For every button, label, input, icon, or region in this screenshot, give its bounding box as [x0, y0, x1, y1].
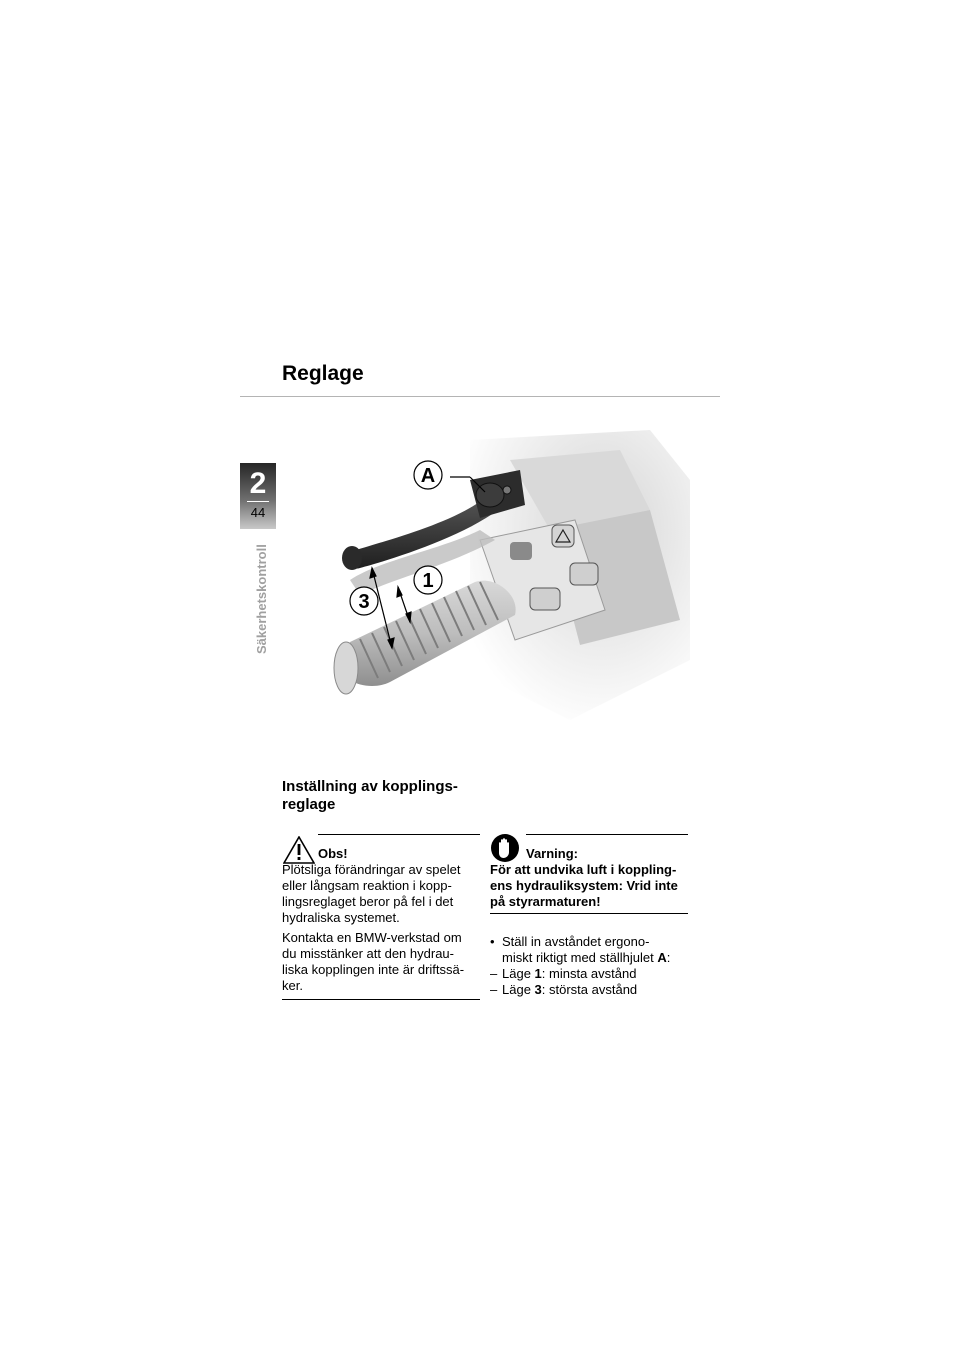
warning-line: För att undvika luft i koppling- [490, 862, 677, 877]
chapter-number: 2 [249, 467, 267, 500]
position-3-dash: – [490, 982, 498, 997]
note-line: ker. [282, 978, 303, 993]
page-title: Reglage [282, 362, 364, 385]
position-1-key: 1 [534, 966, 542, 981]
section-heading-line-2: reglage [282, 796, 336, 813]
note-line: eller långsam reaktion i kopp- [282, 878, 452, 893]
instruction-step-line-2: miskt riktigt med ställhjulet A: [502, 950, 671, 965]
callout-a-label: A [420, 465, 436, 487]
warning-title: Varning: [526, 846, 579, 861]
title-divider [240, 396, 720, 397]
note-line: Kontakta en BMW-verkstad om [282, 930, 462, 945]
note-title: Obs! [318, 846, 348, 861]
warning-line: ens hydrauliksystem: Vrid inte [490, 878, 678, 893]
stop-hand-icon [490, 833, 520, 863]
note-bottom-rule [282, 999, 480, 1000]
callout-1-label: 1 [422, 570, 434, 592]
position-3-line: Läge 3: största avstånd [502, 982, 638, 997]
position-1-dash: – [490, 966, 498, 981]
position-3-key: 3 [534, 982, 542, 997]
note-line: Plötsliga förändringar av spelet [282, 862, 461, 877]
note-line: hydraliska systemet. [282, 910, 400, 925]
page-number: 44 [250, 505, 266, 520]
position-1-line: Läge 1: minsta avstånd [502, 966, 637, 981]
callout-3-label: 3 [358, 591, 370, 613]
instruction-step-line-1: Ställ in avståndet ergono- [502, 934, 650, 949]
chapter-side-label: Säkerhetskontroll [254, 544, 269, 654]
section-heading [282, 778, 482, 814]
warning-top-rule [526, 834, 688, 835]
note-line: du misstänker att den hydrau- [282, 946, 454, 961]
caution-triangle-icon [283, 836, 315, 864]
turn-signal-switch [530, 588, 560, 610]
horn-button [570, 563, 598, 585]
callout-1 [414, 566, 442, 594]
instruction-bullet: • [490, 934, 495, 949]
note-line: lingsreglaget beror på fel i det [282, 894, 454, 909]
headlight-switch [510, 542, 532, 560]
warning-bottom-rule [490, 913, 688, 914]
warning-line: på styrarmaturen! [490, 894, 601, 909]
clutch-lever-illustration [320, 420, 690, 740]
adjuster-key: A [657, 950, 667, 965]
section-heading-line-1: Inställning av kopplings- [282, 778, 458, 795]
chapter-tab [240, 463, 276, 529]
note-line: liska kopplingen inte är driftssä- [282, 962, 465, 977]
note-top-rule [318, 834, 480, 835]
hazard-button [552, 525, 574, 547]
callout-3 [350, 587, 378, 615]
chapter-divider [247, 501, 269, 502]
